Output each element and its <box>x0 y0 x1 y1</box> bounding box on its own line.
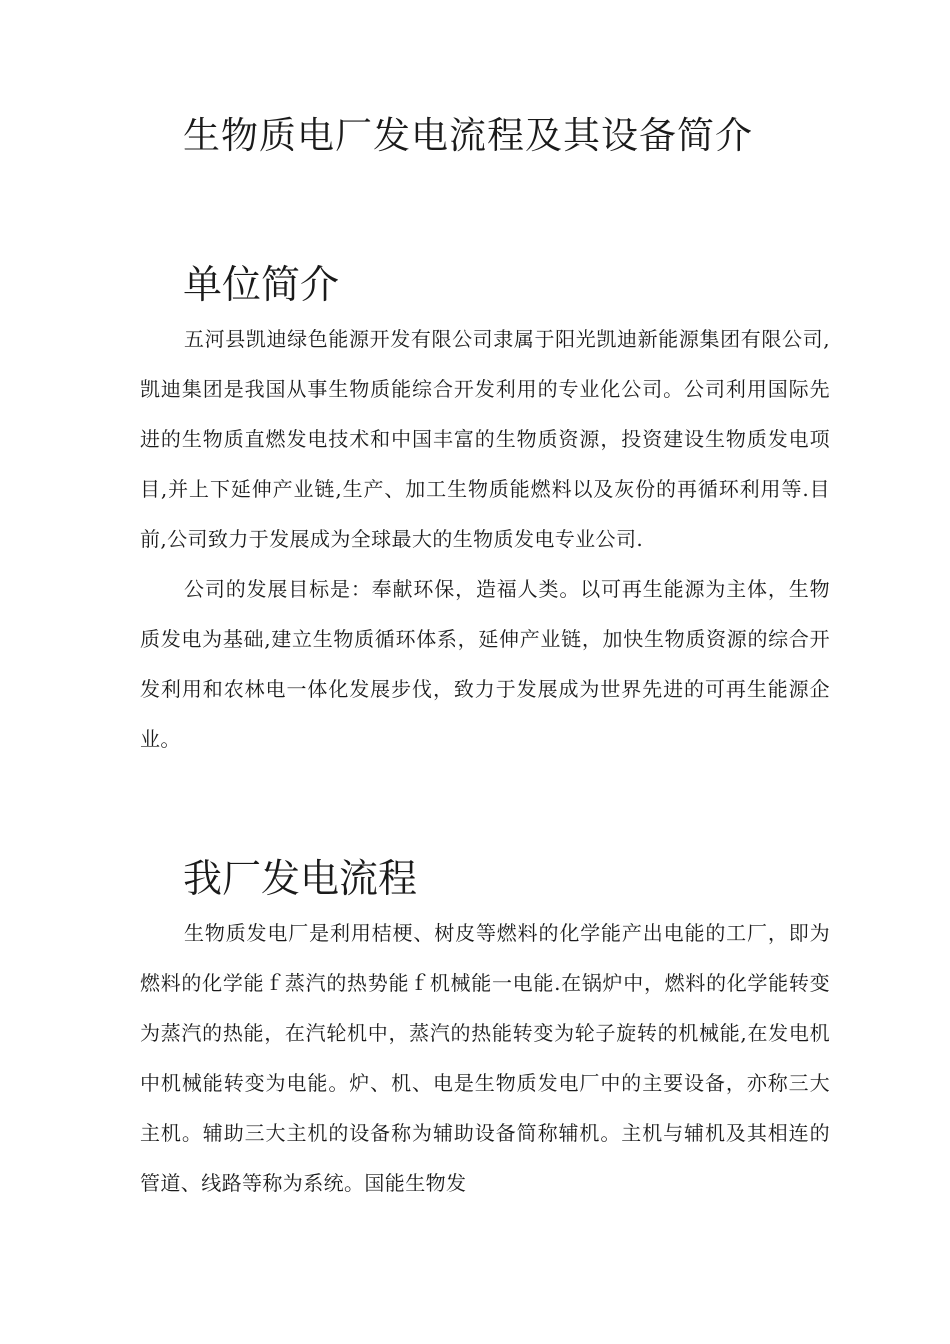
section-company-intro <box>140 258 830 764</box>
section-heading: 我厂发电流程 <box>183 857 418 902</box>
paragraph: 生物质发电厂是利用桔梗、树皮等燃料的化学能产出电能的工厂，即为燃料的化学能ｆ蒸汽的热势能ｆ机械能一电能.在锅炉中，燃料的化学能转变为蒸汽的热能，在汽轮机中，蒸汽的热能转变为轮子旋转的机械能,在发电机中机械能转变为电能。炉、机、电是生物质发电厂中的主要设备，亦称三大主机。辅助三大主机的设备称为辅助设备简称辅机。主机与辅机及其相连的管道、线路等称为系统。国能生物发 <box>140 921 830 1195</box>
document-title: 生物质电厂发电流程及其设备简介 <box>183 114 753 157</box>
paragraph: 公司的发展目标是：奉献环保，造福人类。以可再生能源为主体，生物质发电为基础,建立生物质循环体系，延伸产业链，加快生物质资源的综合开发利用和农林电一体化发展步伐，致力于发展成为世界先进的可再生能源企业。 <box>140 577 830 751</box>
section-heading: 单位简介 <box>183 263 340 308</box>
section-power-flow <box>140 852 830 1208</box>
paragraph: 五河县凯迪绿色能源开发有限公司隶属于阳光凯迪新能源集团有限公司,凯迪集团是我国从事生物质能综合开发利用的专业化公司。公司利用国际先进的生物质直燃发电技术和中国丰富的生物质资源，投资建设生物质发电项目,并上下延伸产业链,生产、加工生物质能燃料以及灰份的再循环利用等.目前,公司致力于发展成为全球最大的生物质发电专业公司. <box>140 327 830 551</box>
